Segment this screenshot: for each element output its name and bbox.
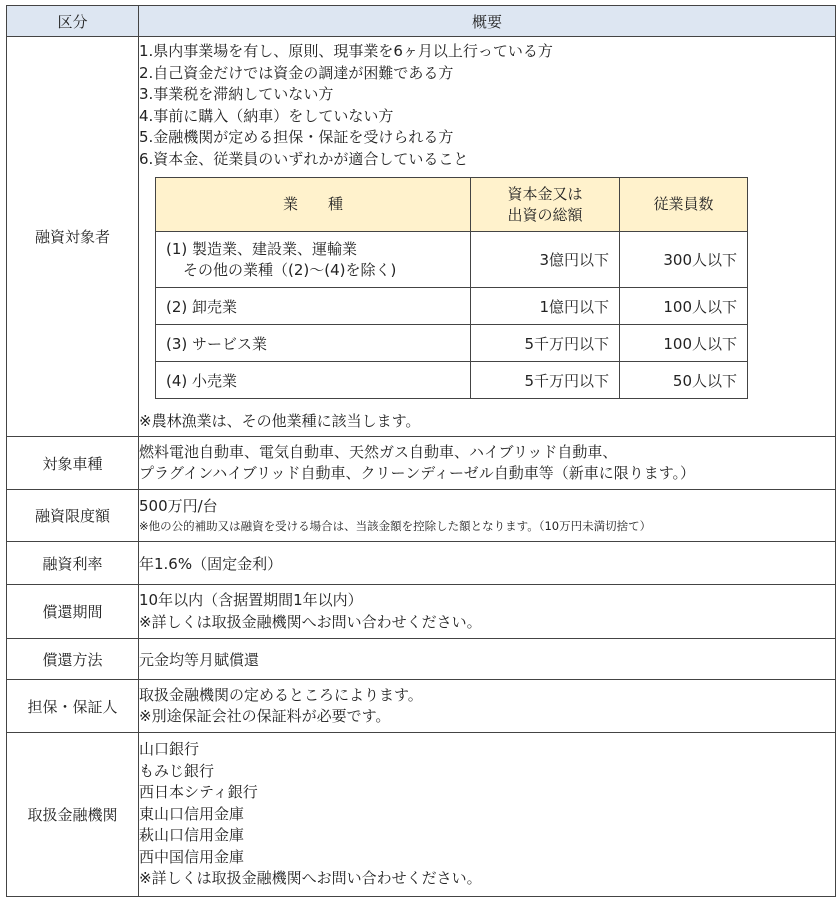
eligibility-row	[7, 37, 836, 437]
capital-cell: 1億円以下	[471, 288, 620, 325]
banks-row	[7, 733, 836, 897]
rate-row	[7, 542, 836, 585]
industry-cell: (3) サービス業	[156, 325, 471, 362]
bank-item: 西中国信用金庫	[139, 847, 245, 866]
capital-header-line: 出資の総額	[507, 205, 583, 224]
employees-cell: 50人以下	[620, 362, 748, 399]
method-label: 償還方法	[7, 639, 139, 680]
eligibility-criteria-list	[139, 37, 835, 170]
bank-item: 西日本シティ銀行	[139, 783, 258, 802]
vehicles-line: 燃料電池自動車、電気自動車、天然ガス自動車、ハイブリッド自動車、	[139, 442, 618, 461]
eligibility-content	[139, 37, 836, 437]
loan-overview-table	[6, 5, 836, 897]
criteria-item: 1.県内事業場を有し、原則、現事業を6ヶ月以上行っている方	[139, 42, 553, 60]
guarantee-row	[7, 680, 836, 733]
employees-cell: 300人以下	[620, 232, 748, 288]
industry-table-row	[156, 232, 748, 288]
industry-name-cont: その他の業種（(2)～(4)を除く)	[183, 260, 397, 279]
limit-value: 500万円/台	[139, 497, 218, 516]
bank-item: もみじ銀行	[139, 761, 215, 780]
criteria-item: 3.事業税を滞納していない方	[139, 85, 334, 103]
guarantee-line: ※別途保証会社の保証料が必要です。	[139, 707, 391, 725]
criteria-item: 6.資本金、従業員のいずれかが適合していること	[139, 149, 469, 168]
industry-name: (1) 製造業、建設業、運輸業	[166, 239, 358, 258]
capital-cell: 3億円以下	[471, 232, 620, 288]
banks-content	[139, 733, 836, 897]
bank-item: 萩山口信用金庫	[139, 826, 245, 845]
period-content	[139, 585, 836, 639]
period-line: 10年以内（含据置期間1年以内）	[139, 591, 363, 609]
capital-cell: 5千万円以下	[471, 325, 620, 362]
industry-size-table	[155, 177, 748, 399]
industry-cell: (4) 小売業	[156, 362, 471, 399]
industry-table-header	[156, 178, 748, 232]
eligibility-label: 融資対象者	[7, 37, 139, 437]
method-row	[7, 639, 836, 680]
guarantee-content	[139, 680, 836, 733]
guarantee-label: 担保・保証人	[7, 680, 139, 733]
bank-item: 山口銀行	[139, 740, 200, 759]
capital-cell: 5千万円以下	[471, 362, 620, 399]
criteria-item: 5.金融機関が定める担保・保証を受けられる方	[139, 128, 454, 146]
capital-header	[471, 178, 620, 232]
eligibility-note: ※農林漁業は、その他業種に該当します。	[139, 412, 421, 430]
industry-table-row	[156, 362, 748, 399]
rate-value: 年1.6%（固定金利）	[139, 542, 836, 585]
criteria-item: 4.事前に購入（納車）をしていない方	[139, 106, 394, 125]
industry-cell	[156, 232, 471, 288]
industry-table-row	[156, 325, 748, 362]
rate-label: 融資利率	[7, 542, 139, 585]
period-label: 償還期間	[7, 585, 139, 639]
vehicles-row	[7, 437, 836, 490]
employees-header: 従業員数	[620, 178, 748, 232]
industry-cell: (2) 卸売業	[156, 288, 471, 325]
employees-cell: 100人以下	[620, 325, 748, 362]
banks-note: ※詳しくは取扱金融機関へお問い合わせください。	[139, 869, 482, 888]
employees-cell: 100人以下	[620, 288, 748, 325]
vehicles-content	[139, 437, 836, 490]
period-line: ※詳しくは取扱金融機関へお問い合わせください。	[139, 612, 482, 631]
criteria-item: 2.自己資金だけでは資金の調達が困難である方	[139, 63, 454, 82]
header-category: 区分	[7, 6, 139, 37]
capital-header-line: 資本金又は	[507, 184, 583, 203]
limit-content	[139, 490, 836, 542]
vehicles-label: 対象車種	[7, 437, 139, 490]
vehicles-line: プラグインハイブリッド自動車、クリーンディーゼル自動車等（新車に限ります。）	[139, 464, 696, 482]
guarantee-line: 取扱金融機関の定めるところによります。	[139, 685, 423, 704]
industry-header: 業 種	[156, 178, 471, 232]
industry-table-row	[156, 288, 748, 325]
header-row	[7, 6, 836, 37]
bank-item: 東山口信用金庫	[139, 804, 245, 823]
banks-label: 取扱金融機関	[7, 733, 139, 897]
limit-label: 融資限度額	[7, 490, 139, 542]
limit-row	[7, 490, 836, 542]
limit-note: ※他の公的補助又は融資を受ける場合は、当該金額を控除した額となります。（10万円未満切捨て）	[139, 518, 652, 533]
period-row	[7, 585, 836, 639]
method-value: 元金均等月賦償還	[139, 639, 836, 680]
header-overview: 概要	[139, 6, 836, 37]
